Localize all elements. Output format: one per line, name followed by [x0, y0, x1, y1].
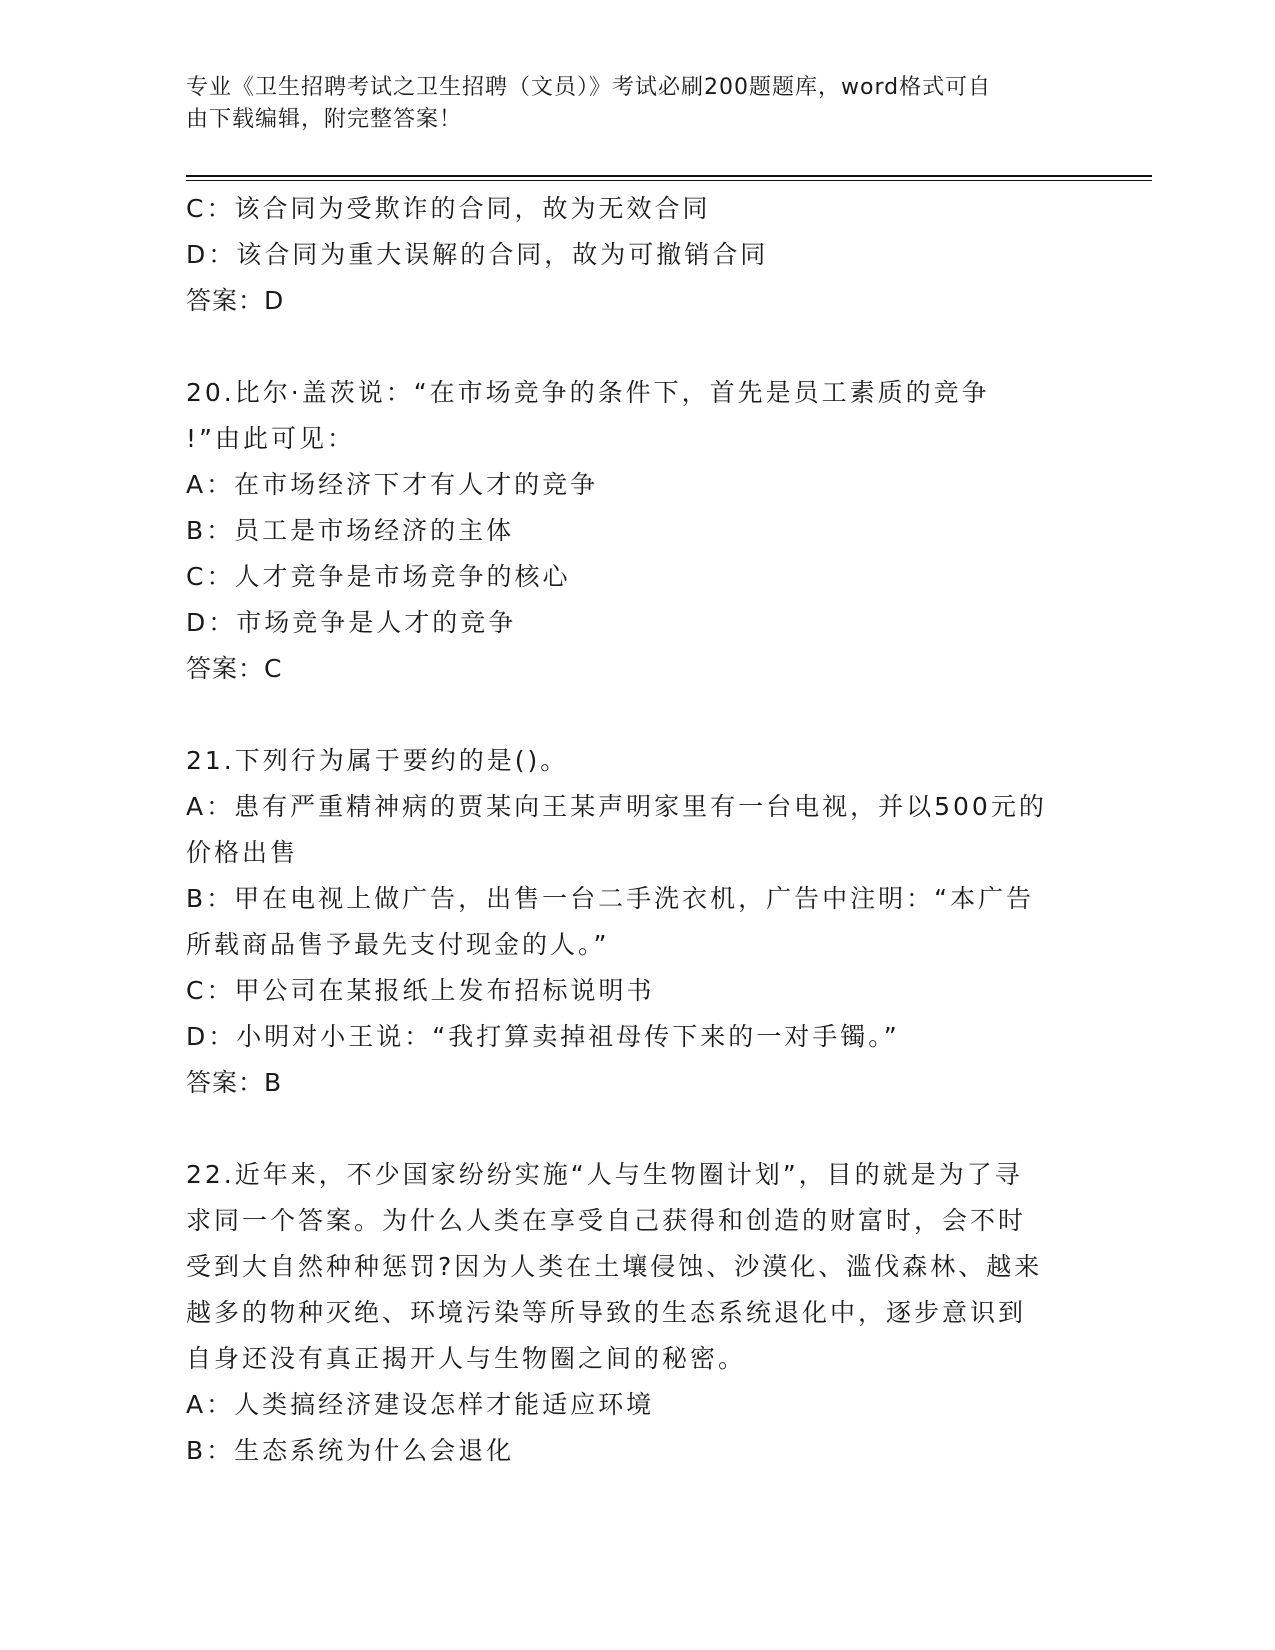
question-stem: 22.近年来，不少国家纷纷实施“人与生物圈计划”，目的就是为了寻 [186, 1160, 1023, 1189]
question-stem-continued: !”由此可见： [186, 424, 355, 453]
option-d: D：该合同为重大误解的合同，故为可撤销合同 [186, 240, 769, 269]
answer-line: 答案：D [186, 286, 285, 315]
spacer [186, 324, 1086, 370]
option-a: A：在市场经济下才有人才的竞争 [186, 470, 599, 499]
header-divider-thin [186, 180, 1152, 181]
question-20 [186, 370, 1086, 692]
answer-line: 答案：C [186, 654, 283, 683]
option-b: B：生态系统为什么会退化 [186, 1436, 515, 1465]
question-list [186, 186, 1086, 1474]
question-stem-continued: 自身还没有真正揭开人与生物圈之间的秘密。 [186, 1344, 747, 1373]
option-b-continued: 所载商品售予最先支付现金的人。” [186, 930, 610, 959]
question-22 [186, 1152, 1086, 1474]
header-divider-thick [186, 175, 1152, 177]
option-d: D：小明对小王说：“我打算卖掉祖母传下来的一对手镯。” [186, 1022, 900, 1051]
question-stem-continued: 受到大自然种种惩罚?因为人类在土壤侵蚀、沙漠化、滥伐森林、越来 [186, 1252, 1043, 1281]
option-b: B：员工是市场经济的主体 [186, 516, 515, 545]
option-d: D：市场竞争是人才的竞争 [186, 608, 517, 637]
option-c: C：甲公司在某报纸上发布招标说明书 [186, 976, 655, 1005]
question-19 [186, 186, 1086, 324]
question-stem: 20.比尔·盖茨说：“在市场竞争的条件下，首先是员工素质的竞争 [186, 378, 990, 407]
question-21 [186, 738, 1086, 1106]
option-b: B：甲在电视上做广告，出售一台二手洗衣机，广告中注明：“本广告 [186, 884, 1035, 913]
question-stem-continued: 越多的物种灭绝、环境污染等所导致的生态系统退化中，逐步意识到 [186, 1298, 1027, 1327]
document-header [186, 72, 1066, 136]
header-title-line-2: 由下载编辑，附完整答案！ [186, 107, 463, 132]
question-stem-continued: 求同一个答案。为什么人类在享受自己获得和创造的财富时，会不时 [186, 1206, 1027, 1235]
question-stem: 21.下列行为属于要约的是()。 [186, 746, 569, 775]
spacer [186, 1106, 1086, 1152]
answer-line: 答案：B [186, 1068, 283, 1097]
option-a: A：人类搞经济建设怎样才能适应环境 [186, 1390, 655, 1419]
option-a-continued: 价格出售 [186, 838, 299, 867]
option-a: A：患有严重精神病的贾某向王某声明家里有一台电视，并以500元的 [186, 792, 1047, 821]
option-c: C：该合同为受欺诈的合同，故为无效合同 [186, 194, 711, 223]
option-c: C：人才竞争是市场竞争的核心 [186, 562, 571, 591]
spacer [186, 692, 1086, 738]
header-title-line-1: 专业《卫生招聘考试之卫生招聘（文员）》考试必刷200题题库，word格式可自 [186, 75, 992, 100]
